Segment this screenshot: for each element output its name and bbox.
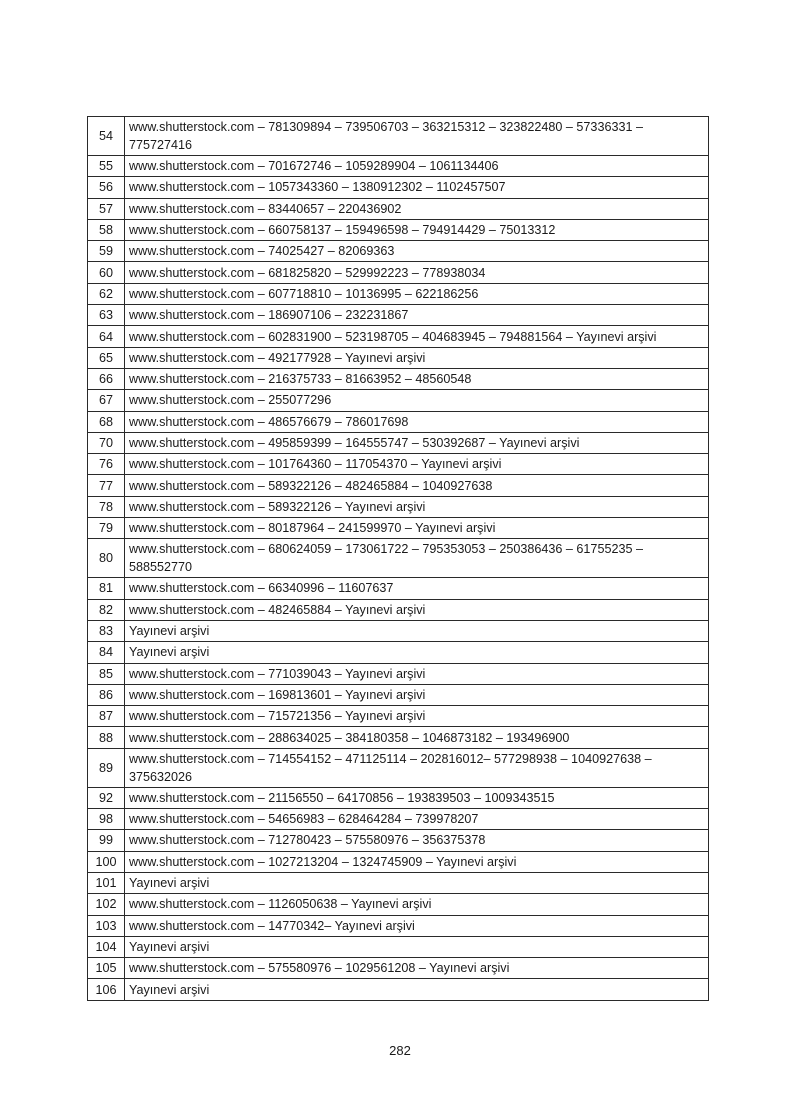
image-source-cell: www.shutterstock.com – 575580976 – 1029561208 – Yayınevi arşivi [125, 958, 709, 979]
table-row [88, 475, 709, 496]
page-number-cell: 64 [88, 326, 125, 347]
image-source-cell: www.shutterstock.com – 715721356 – Yayınevi arşivi [125, 706, 709, 727]
image-source-cell: www.shutterstock.com – 21156550 – 64170856 – 193839503 – 1009343515 [125, 787, 709, 808]
table-row [88, 283, 709, 304]
image-source-cell: www.shutterstock.com – 1126050638 – Yayınevi arşivi [125, 894, 709, 915]
page-number-cell: 54 [88, 117, 125, 156]
page-number-cell: 89 [88, 748, 125, 787]
page-number-cell: 105 [88, 958, 125, 979]
page-number-cell: 78 [88, 496, 125, 517]
image-source-cell: www.shutterstock.com – 482465884 – Yayınevi arşivi [125, 599, 709, 620]
image-source-cell: Yayınevi arşivi [125, 979, 709, 1000]
table-row [88, 305, 709, 326]
page-number-cell: 59 [88, 241, 125, 262]
page-number-cell: 106 [88, 979, 125, 1000]
page-number-cell: 62 [88, 283, 125, 304]
page-number-cell: 80 [88, 539, 125, 578]
page-number-cell: 92 [88, 787, 125, 808]
page-number-cell: 84 [88, 642, 125, 663]
table-row [88, 262, 709, 283]
page-number-cell: 76 [88, 454, 125, 475]
image-source-cell: www.shutterstock.com – 1027213204 – 1324745909 – Yayınevi arşivi [125, 851, 709, 872]
table-row [88, 241, 709, 262]
table-row [88, 620, 709, 641]
image-source-cell: www.shutterstock.com – 169813601 – Yayınevi arşivi [125, 684, 709, 705]
image-source-cell: www.shutterstock.com – 680624059 – 173061722 – 795353053 – 250386436 – 61755235 – 588552770 [125, 539, 709, 578]
table-row [88, 958, 709, 979]
image-source-cell: Yayınevi arşivi [125, 936, 709, 957]
table-row [88, 642, 709, 663]
table-row [88, 539, 709, 578]
image-credits-table-body [88, 117, 709, 1001]
page-number-cell: 66 [88, 368, 125, 389]
image-source-cell: www.shutterstock.com – 714554152 – 471125114 – 202816012– 577298938 – 1040927638 – 375632026 [125, 748, 709, 787]
table-row [88, 198, 709, 219]
image-source-cell: www.shutterstock.com – 681825820 – 529992223 – 778938034 [125, 262, 709, 283]
image-credits-table [87, 116, 709, 1001]
page-number-cell: 58 [88, 219, 125, 240]
image-source-cell: www.shutterstock.com – 101764360 – 117054370 – Yayınevi arşivi [125, 454, 709, 475]
table-row [88, 787, 709, 808]
table-row [88, 578, 709, 599]
page-number-cell: 70 [88, 432, 125, 453]
page-number-cell: 86 [88, 684, 125, 705]
table-row [88, 936, 709, 957]
page-number-cell: 88 [88, 727, 125, 748]
table-row [88, 727, 709, 748]
table-row [88, 347, 709, 368]
table-row [88, 851, 709, 872]
page-number-cell: 65 [88, 347, 125, 368]
table-row [88, 706, 709, 727]
page-number-cell: 85 [88, 663, 125, 684]
page-number-cell: 68 [88, 411, 125, 432]
table-row [88, 748, 709, 787]
image-source-cell: www.shutterstock.com – 186907106 – 232231867 [125, 305, 709, 326]
image-source-cell: www.shutterstock.com – 495859399 – 164555747 – 530392687 – Yayınevi arşivi [125, 432, 709, 453]
page-number-cell: 57 [88, 198, 125, 219]
page-number-cell: 83 [88, 620, 125, 641]
page-number-cell: 60 [88, 262, 125, 283]
image-source-cell: www.shutterstock.com – 74025427 – 82069363 [125, 241, 709, 262]
image-source-cell: Yayınevi arşivi [125, 620, 709, 641]
page-number-cell: 101 [88, 872, 125, 893]
image-source-cell: www.shutterstock.com – 607718810 – 10136995 – 622186256 [125, 283, 709, 304]
image-source-cell: www.shutterstock.com – 54656983 – 628464284 – 739978207 [125, 809, 709, 830]
table-row [88, 156, 709, 177]
image-source-cell: www.shutterstock.com – 589322126 – Yayınevi arşivi [125, 496, 709, 517]
table-row [88, 599, 709, 620]
table-row [88, 219, 709, 240]
image-source-cell: Yayınevi arşivi [125, 642, 709, 663]
page-number-cell: 104 [88, 936, 125, 957]
image-source-cell: www.shutterstock.com – 255077296 [125, 390, 709, 411]
image-source-cell: www.shutterstock.com – 771039043 – Yayınevi arşivi [125, 663, 709, 684]
table-row [88, 432, 709, 453]
image-source-cell: www.shutterstock.com – 14770342– Yayınevi arşivi [125, 915, 709, 936]
page-number-cell: 56 [88, 177, 125, 198]
image-source-cell: www.shutterstock.com – 602831900 – 523198705 – 404683945 – 794881564 – Yayınevi arşivi [125, 326, 709, 347]
page-number-cell: 67 [88, 390, 125, 411]
image-source-cell: www.shutterstock.com – 712780423 – 575580976 – 356375378 [125, 830, 709, 851]
image-source-cell: www.shutterstock.com – 216375733 – 81663952 – 48560548 [125, 368, 709, 389]
table-row [88, 368, 709, 389]
table-row [88, 663, 709, 684]
page-number-cell: 102 [88, 894, 125, 915]
image-source-cell: www.shutterstock.com – 486576679 – 786017698 [125, 411, 709, 432]
image-source-cell: www.shutterstock.com – 80187964 – 241599970 – Yayınevi arşivi [125, 518, 709, 539]
table-row [88, 894, 709, 915]
table-row [88, 518, 709, 539]
page-number-cell: 98 [88, 809, 125, 830]
page-number-cell: 99 [88, 830, 125, 851]
table-row [88, 496, 709, 517]
page-number-cell: 63 [88, 305, 125, 326]
table-row [88, 809, 709, 830]
page-number-cell: 81 [88, 578, 125, 599]
table-row [88, 872, 709, 893]
table-row [88, 915, 709, 936]
image-source-cell: Yayınevi arşivi [125, 872, 709, 893]
image-source-cell: www.shutterstock.com – 1057343360 – 1380912302 – 1102457507 [125, 177, 709, 198]
page-number: 282 [389, 1043, 411, 1058]
page-number-cell: 79 [88, 518, 125, 539]
image-source-cell: www.shutterstock.com – 660758137 – 159496598 – 794914429 – 75013312 [125, 219, 709, 240]
page-number-cell: 77 [88, 475, 125, 496]
table-row [88, 411, 709, 432]
image-source-cell: www.shutterstock.com – 701672746 – 1059289904 – 1061134406 [125, 156, 709, 177]
page-number-cell: 87 [88, 706, 125, 727]
table-row [88, 177, 709, 198]
table-row [88, 454, 709, 475]
image-source-cell: www.shutterstock.com – 83440657 – 220436902 [125, 198, 709, 219]
page-number-cell: 100 [88, 851, 125, 872]
table-row [88, 117, 709, 156]
table-row [88, 326, 709, 347]
table-row [88, 979, 709, 1000]
image-source-cell: www.shutterstock.com – 589322126 – 482465884 – 1040927638 [125, 475, 709, 496]
page-number-cell: 82 [88, 599, 125, 620]
table-row [88, 830, 709, 851]
page-number-cell: 103 [88, 915, 125, 936]
image-source-cell: www.shutterstock.com – 781309894 – 739506703 – 363215312 – 323822480 – 57336331 – 775727416 [125, 117, 709, 156]
page-number-cell: 55 [88, 156, 125, 177]
image-source-cell: www.shutterstock.com – 288634025 – 384180358 – 1046873182 – 193496900 [125, 727, 709, 748]
table-row [88, 684, 709, 705]
image-source-cell: www.shutterstock.com – 492177928 – Yayınevi arşivi [125, 347, 709, 368]
image-source-cell: www.shutterstock.com – 66340996 – 11607637 [125, 578, 709, 599]
table-row [88, 390, 709, 411]
